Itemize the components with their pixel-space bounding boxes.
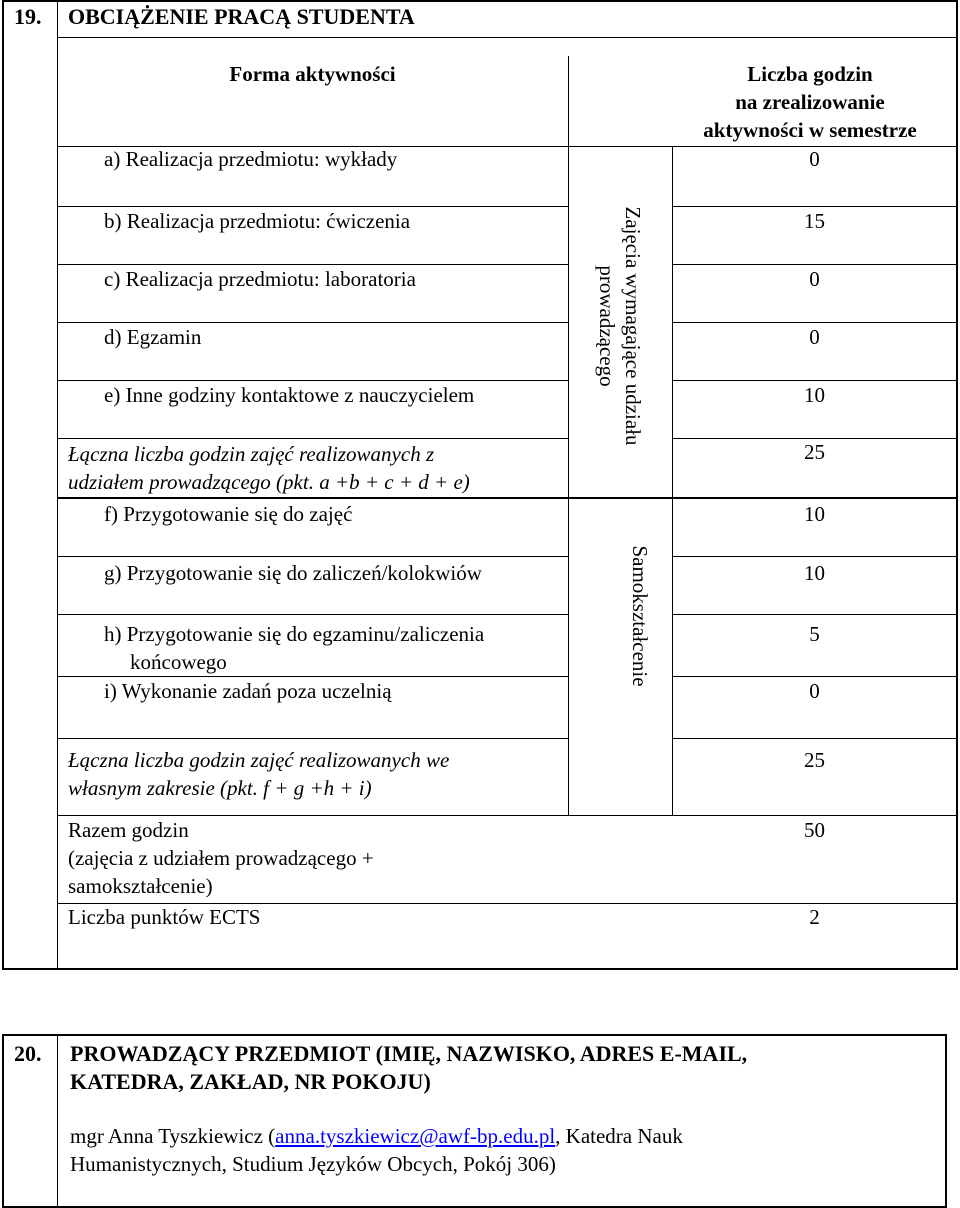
row-b-value: 15 <box>804 209 825 233</box>
row-h-label-line2: końcowego <box>130 650 227 674</box>
row-g-value: 10 <box>804 561 825 585</box>
group-label-contact-line1: Zajęcia wymagające udziału <box>621 206 645 446</box>
column-header-activity: Forma aktywności <box>229 62 396 86</box>
section19-title: OBCIĄŻENIE PRACĄ STUDENTA <box>68 4 415 29</box>
row-a-label: a) Realizacja przedmiotu: wykłady <box>104 147 398 171</box>
instructor-name: mgr Anna Tyszkiewicz ( <box>70 1124 276 1148</box>
row-d-label: d) Egzamin <box>104 325 202 349</box>
section19-number: 19. <box>14 4 42 29</box>
group-label-contact <box>594 176 646 476</box>
total-contact-line1: Łączna liczba godzin zajęć realizowanych z <box>68 442 435 466</box>
row-h-label: h) Przygotowanie się do egzaminu/zaliczenia <box>104 622 485 646</box>
total-self-line1: Łączna liczba godzin zajęć realizowanych we <box>68 748 450 772</box>
instructor-line1 <box>70 1122 683 1150</box>
row-a-value: 0 <box>809 147 820 171</box>
row-i-label: i) Wykonanie zadań poza uczelnią <box>104 679 392 703</box>
group-label-contact-line2: prowadzącego <box>595 265 619 387</box>
row-g-label: g) Przygotowanie się do zaliczeń/kolokwiów <box>104 561 482 585</box>
row-f-value: 10 <box>804 502 825 526</box>
total-contact-line2: udziałem prowadzącego (pkt. a +b + c + d + e) <box>68 470 470 494</box>
ects-value: 2 <box>809 905 820 929</box>
row-i-value: 0 <box>809 679 820 703</box>
total-all-value: 50 <box>804 818 825 842</box>
instructor-email-link[interactable]: anna.tyszkiewicz@awf-bp.edu.pl <box>275 1124 556 1148</box>
column-header-hours-line1: Liczba godzin <box>747 62 873 86</box>
total-all-line2: (zajęcia z udziałem prowadzącego + <box>68 846 374 870</box>
total-all-line1: Razem godzin <box>68 818 189 842</box>
total-all-line3: samokształcenie) <box>68 874 213 898</box>
section20-number: 20. <box>14 1041 42 1066</box>
row-e-value: 10 <box>804 383 825 407</box>
row-e-label: e) Inne godziny kontaktowe z nauczycielem <box>104 383 475 407</box>
row-d-value: 0 <box>809 325 820 349</box>
row-c-value: 0 <box>809 267 820 291</box>
group-label-self <box>627 466 653 766</box>
row-b-label: b) Realizacja przedmiotu: ćwiczenia <box>104 209 411 233</box>
total-self-line2: własnym zakresie (pkt. f + g +h + i) <box>68 776 372 800</box>
column-header-hours-line3: aktywności w semestrze <box>703 118 917 142</box>
group-label-self-text: Samokształcenie <box>628 545 652 687</box>
row-c-label: c) Realizacja przedmiotu: laboratoria <box>104 267 416 291</box>
section20-title-line1: PROWADZĄCY PRZEDMIOT (IMIĘ, NAZWISKO, ADRES E-MAIL, <box>70 1041 748 1066</box>
row-f-label: f) Przygotowanie się do zajęć <box>104 502 353 526</box>
column-header-hours-line2: na zrealizowanie <box>735 90 885 114</box>
instructor-dept-start: , Katedra Nauk <box>555 1124 683 1148</box>
ects-label: Liczba punktów ECTS <box>68 905 261 929</box>
total-contact-value: 25 <box>804 440 825 464</box>
section20-title-line2: KATEDRA, ZAKŁAD, NR POKOJU) <box>70 1069 431 1094</box>
total-self-value: 25 <box>804 748 825 772</box>
row-h-value: 5 <box>809 622 820 646</box>
instructor-line2: Humanistycznych, Studium Języków Obcych, Pokój 306) <box>70 1152 556 1176</box>
